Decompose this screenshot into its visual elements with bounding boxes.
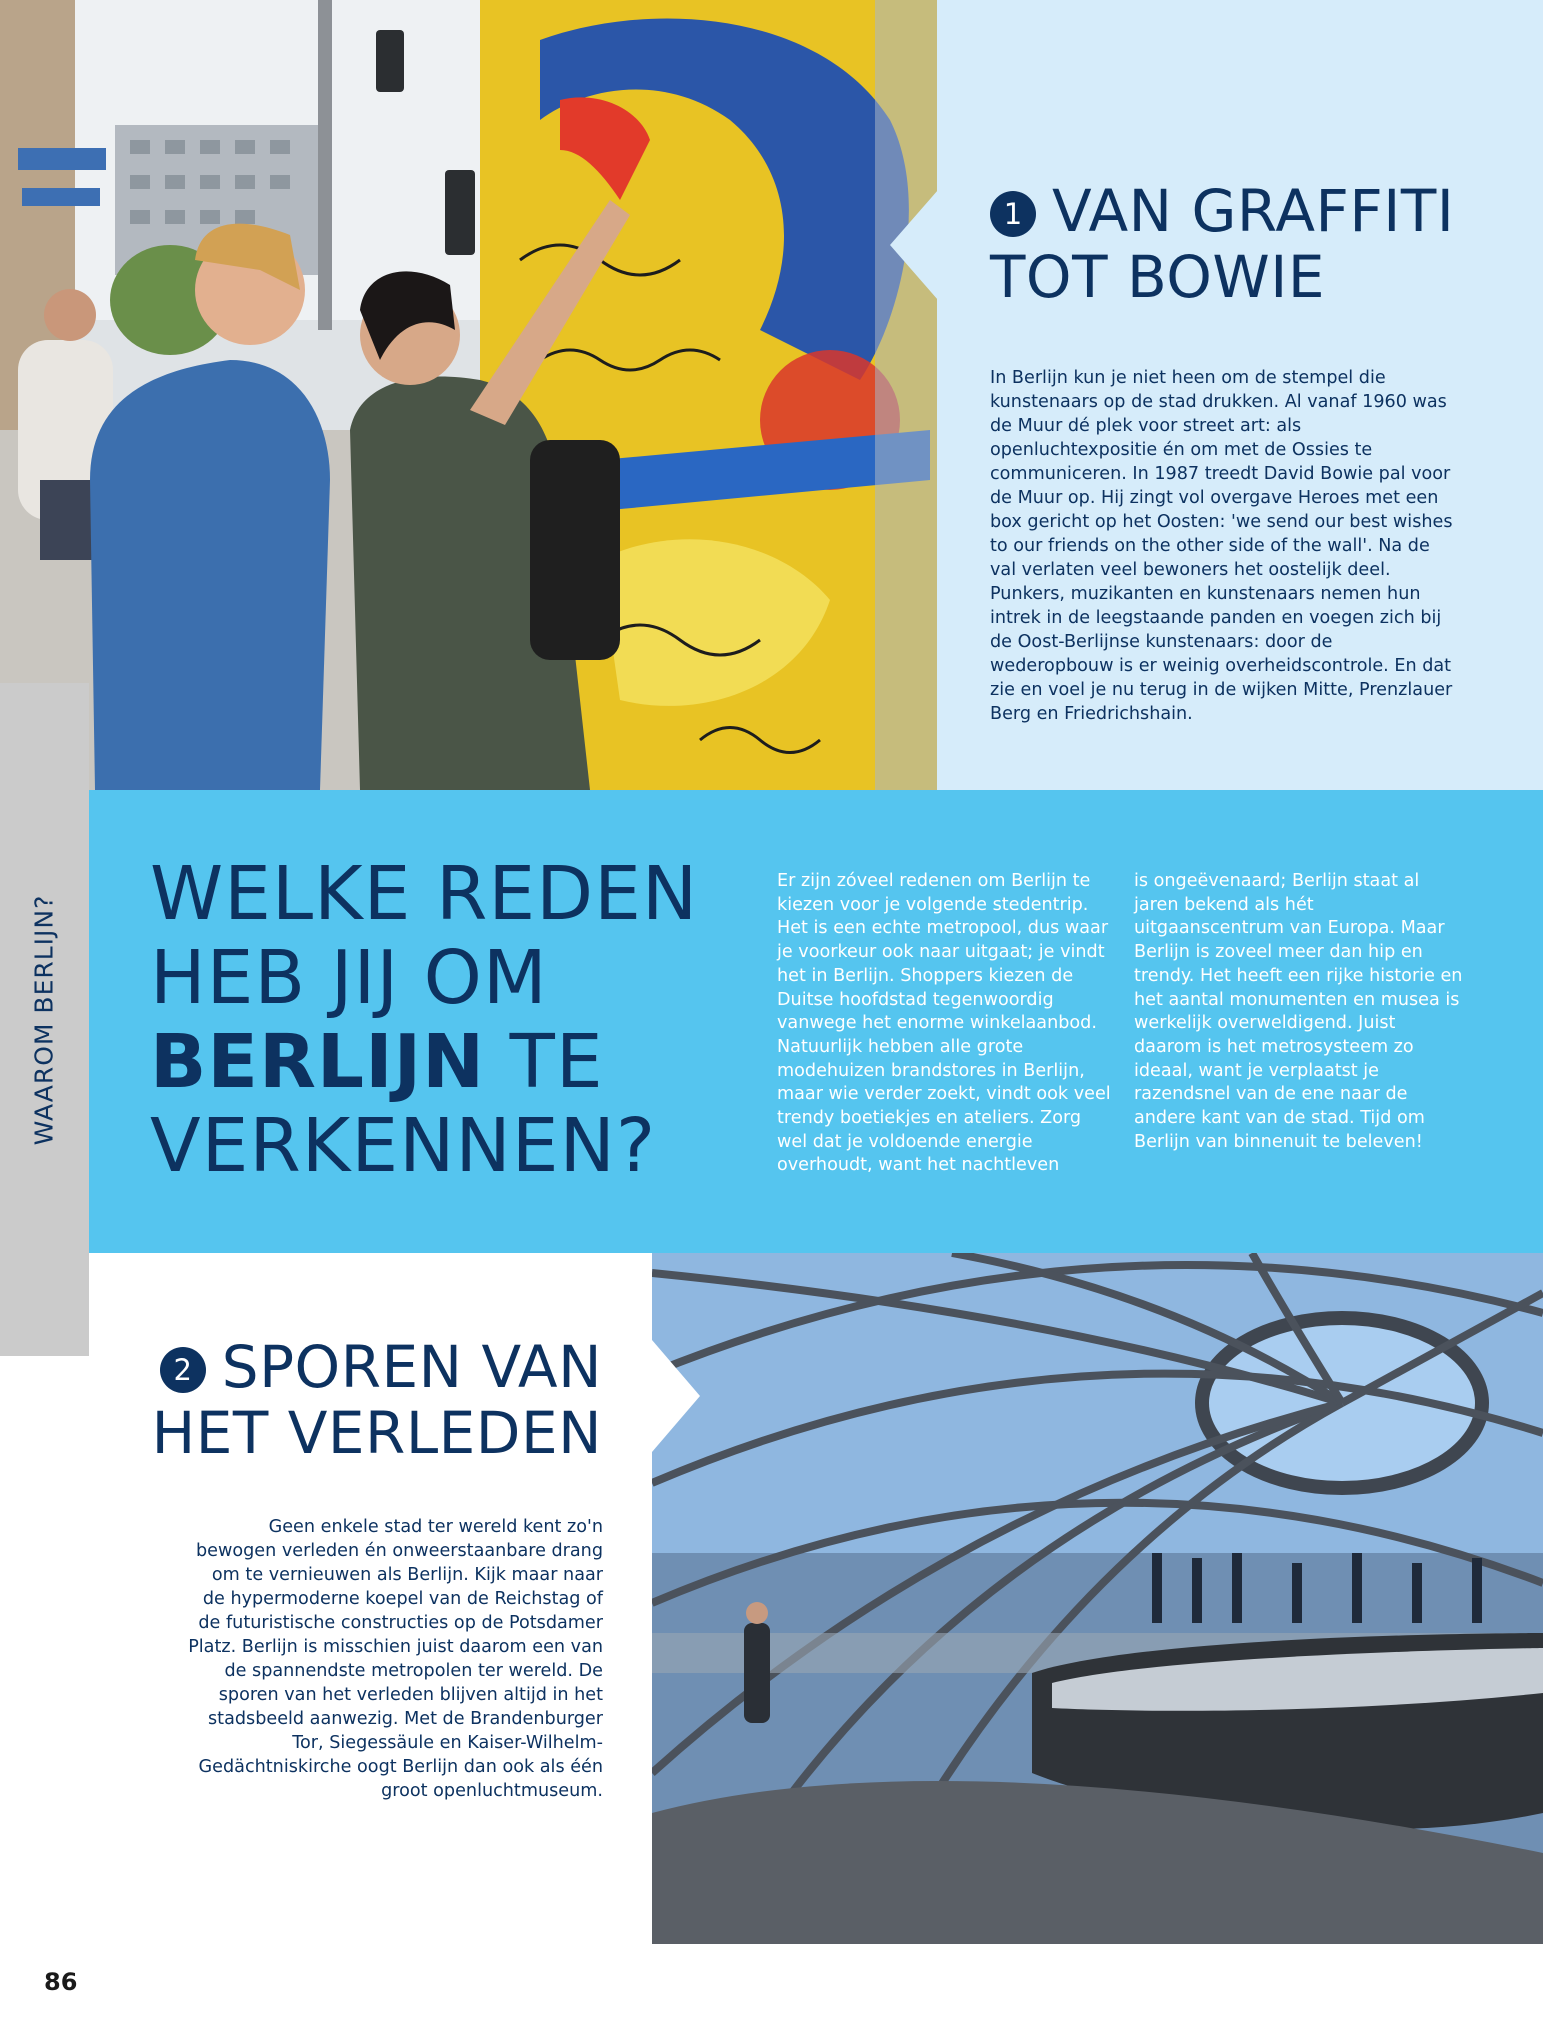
section1-title-text: VAN GRAFFITI TOT BOWIE (990, 177, 1455, 311)
reichstag-dome-photo (652, 1253, 1543, 1944)
headline-bold: BERLIJN (150, 1019, 486, 1105)
section2-body: Geen enkele stad ter wereld kent zo'n bewogen verleden én onweerstaanbare drang om te vernieuwen als Berlijn. Kijk maar naar de hypermoderne koepel van de Reichstag of de futuristische constructies op de Potsdamer Platz. Berlijn is misschien juist daarom een van de spannendste metropolen ter wereld. De sporen van het verleden blijven altijd in het stadsbeeld aanwezig. Met de Brandenburger Tor, Siegessäule en Kaiser-Wilhelm-Gedächtniskirche oogt Berlijn dan ook als één groot openluchtmuseum. (188, 1517, 603, 1801)
headline-part2: TE VERKENNEN? (150, 1019, 657, 1189)
page-headline (150, 852, 710, 1188)
side-tab-label: WAAROM BERLIJN? (29, 894, 59, 1146)
section2-number-badge: 2 (160, 1347, 206, 1393)
section1-number-badge: 1 (990, 191, 1036, 237)
section1-notch (890, 190, 938, 300)
section1-body: In Berlijn kun je niet heen om de stempel die kunstenaars op de stad drukken. Al vanaf 1960 was de Muur dé plek voor street art: als openluchtexpositie én om met de Ossies te communiceren. In 1987 treedt David Bowie pal voor de Muur op. Hij zingt vol overgave Heroes met een box gericht op het Oosten: 'we send our best wishes to our friends on the other side of the wall'. Na de val verlaten veel bewoners het oostelijk deel. Punkers, muzikanten en kunstenaars nemen hun intrek in de leegstaande panden en voegen zich bij de Oost-Berlijnse kunstenaars: door de wederopbouw is er weinig overheidscontrole. En dat zie en voel je nu terug in de wijken Mitte, Prenzlauer Berg en Friedrichshain. (990, 368, 1453, 724)
headline-part1: WELKE REDEN HEB JIJ OM (150, 851, 699, 1021)
page-number: 86 (44, 1968, 78, 1996)
section2-notch (652, 1340, 700, 1452)
section1-title (990, 178, 1510, 310)
intro-column-2: is ongeëvenaard; Berlijn staat al jaren bekend als hét uitgaanscentrum van Europa. Maar Berlijn is zoveel meer dan hip en trendy. Het heeft een rijke historie en het aantal monumenten en musea is werkelijk overweldigend. Juist daarom is het metrosysteem zo ideaal, want je verplaatst je razendsnel van de ene naar de andere kant van de stad. Tijd om Berlijn van binnenuit te beleven! (1134, 871, 1463, 1152)
intro-column-1: Er zijn zóveel redenen om Berlijn te kiezen voor je volgende stedentrip. Het is een echte metropool, dus waar je voorkeur ook naar uitgaat; je vindt het in Berlijn. Shoppers kiezen de Duitse hoofdstad tegenwoordig vanwege het enorme winkelaanbod. Natuurlijk hebben alle grote modehuizen brandstores in Berlijn, maar wie verder zoekt, vindt ook veel trendy boetiekjes en ateliers. Zorg wel dat je voldoende energie overhoudt, want het nachtleven (777, 871, 1111, 1176)
section2-title-text: SPOREN VAN HET VERLEDEN (151, 1333, 602, 1467)
graffiti-wall-photo (0, 0, 937, 790)
section2-title (150, 1334, 602, 1466)
